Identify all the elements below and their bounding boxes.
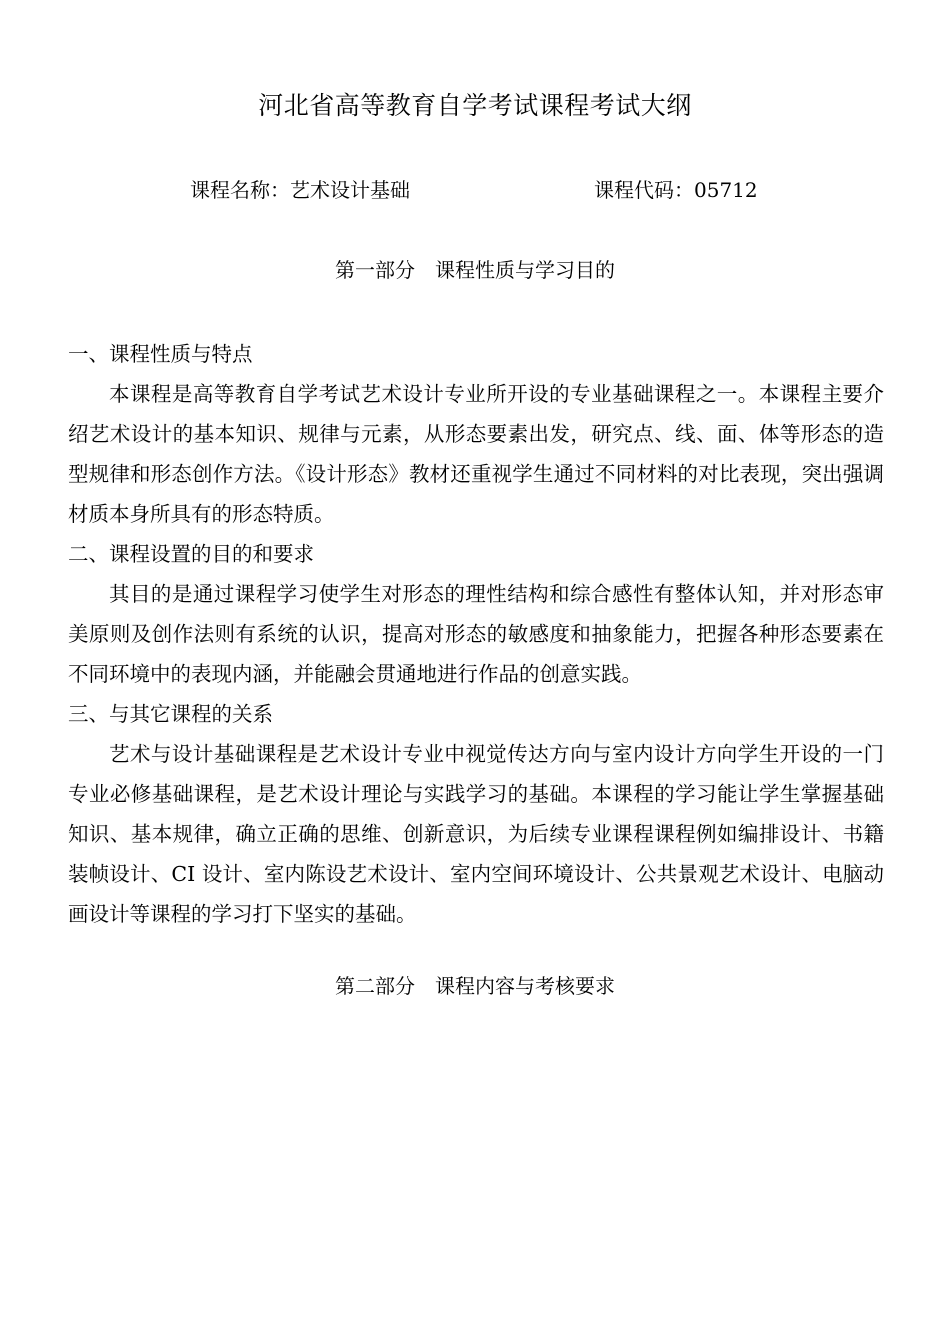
section-heading-nature: 一、课程性质与特点 bbox=[68, 342, 253, 366]
course-name: 课程名称：艺术设计基础 bbox=[190, 178, 410, 202]
paragraph-nature: 本课程是高等教育自学考试艺术设计专业所开设的专业基础课程之一。本课程主要介绍艺术设计的基本知识、规律与元素，从形态要素出发，研究点、线、面、体等形态的造型规律和形态创作方法。《设计形态》教材还重视学生通过不同材料的对比表现，突出强调材质本身所具有的形态特质。 bbox=[68, 382, 884, 526]
paragraph-goals: 其目的是通过课程学习使学生对形态的理性结构和综合感性有整体认知，并对形态审美原则及创作法则有系统的认识，提高对形态的敏感度和抽象能力，把握各种形态要素在不同环境中的表现内涵，并能融会贯通地进行作品的创意实践。 bbox=[68, 582, 884, 686]
document-title: 河北省高等教育自学考试课程考试大纲 bbox=[258, 91, 692, 120]
paragraph-relations: 艺术与设计基础课程是艺术设计专业中视觉传达方向与室内设计方向学生开设的一门专业必修基础课程，是艺术设计理论与实践学习的基础。本课程的学习能让学生掌握基础知识、基本规律，确立正确的思维、创新意识，为后续专业课程课程例如编排设计、书籍装帧设计、CI 设计、室内陈设艺术设计、室内空间环境设计、公共景观艺术设计、电脑动画设计等课程的学习打下坚实的基础。 bbox=[68, 742, 884, 926]
document-body bbox=[68, 334, 884, 934]
section-heading-goals: 二、课程设置的目的和要求 bbox=[68, 542, 314, 566]
part-two-heading: 第二部分 课程内容与考核要求 bbox=[335, 974, 615, 998]
course-code: 课程代码：05712 bbox=[594, 178, 758, 202]
section-heading-relations: 三、与其它课程的关系 bbox=[68, 702, 273, 726]
part-one-heading: 第一部分 课程性质与学习目的 bbox=[335, 258, 615, 282]
